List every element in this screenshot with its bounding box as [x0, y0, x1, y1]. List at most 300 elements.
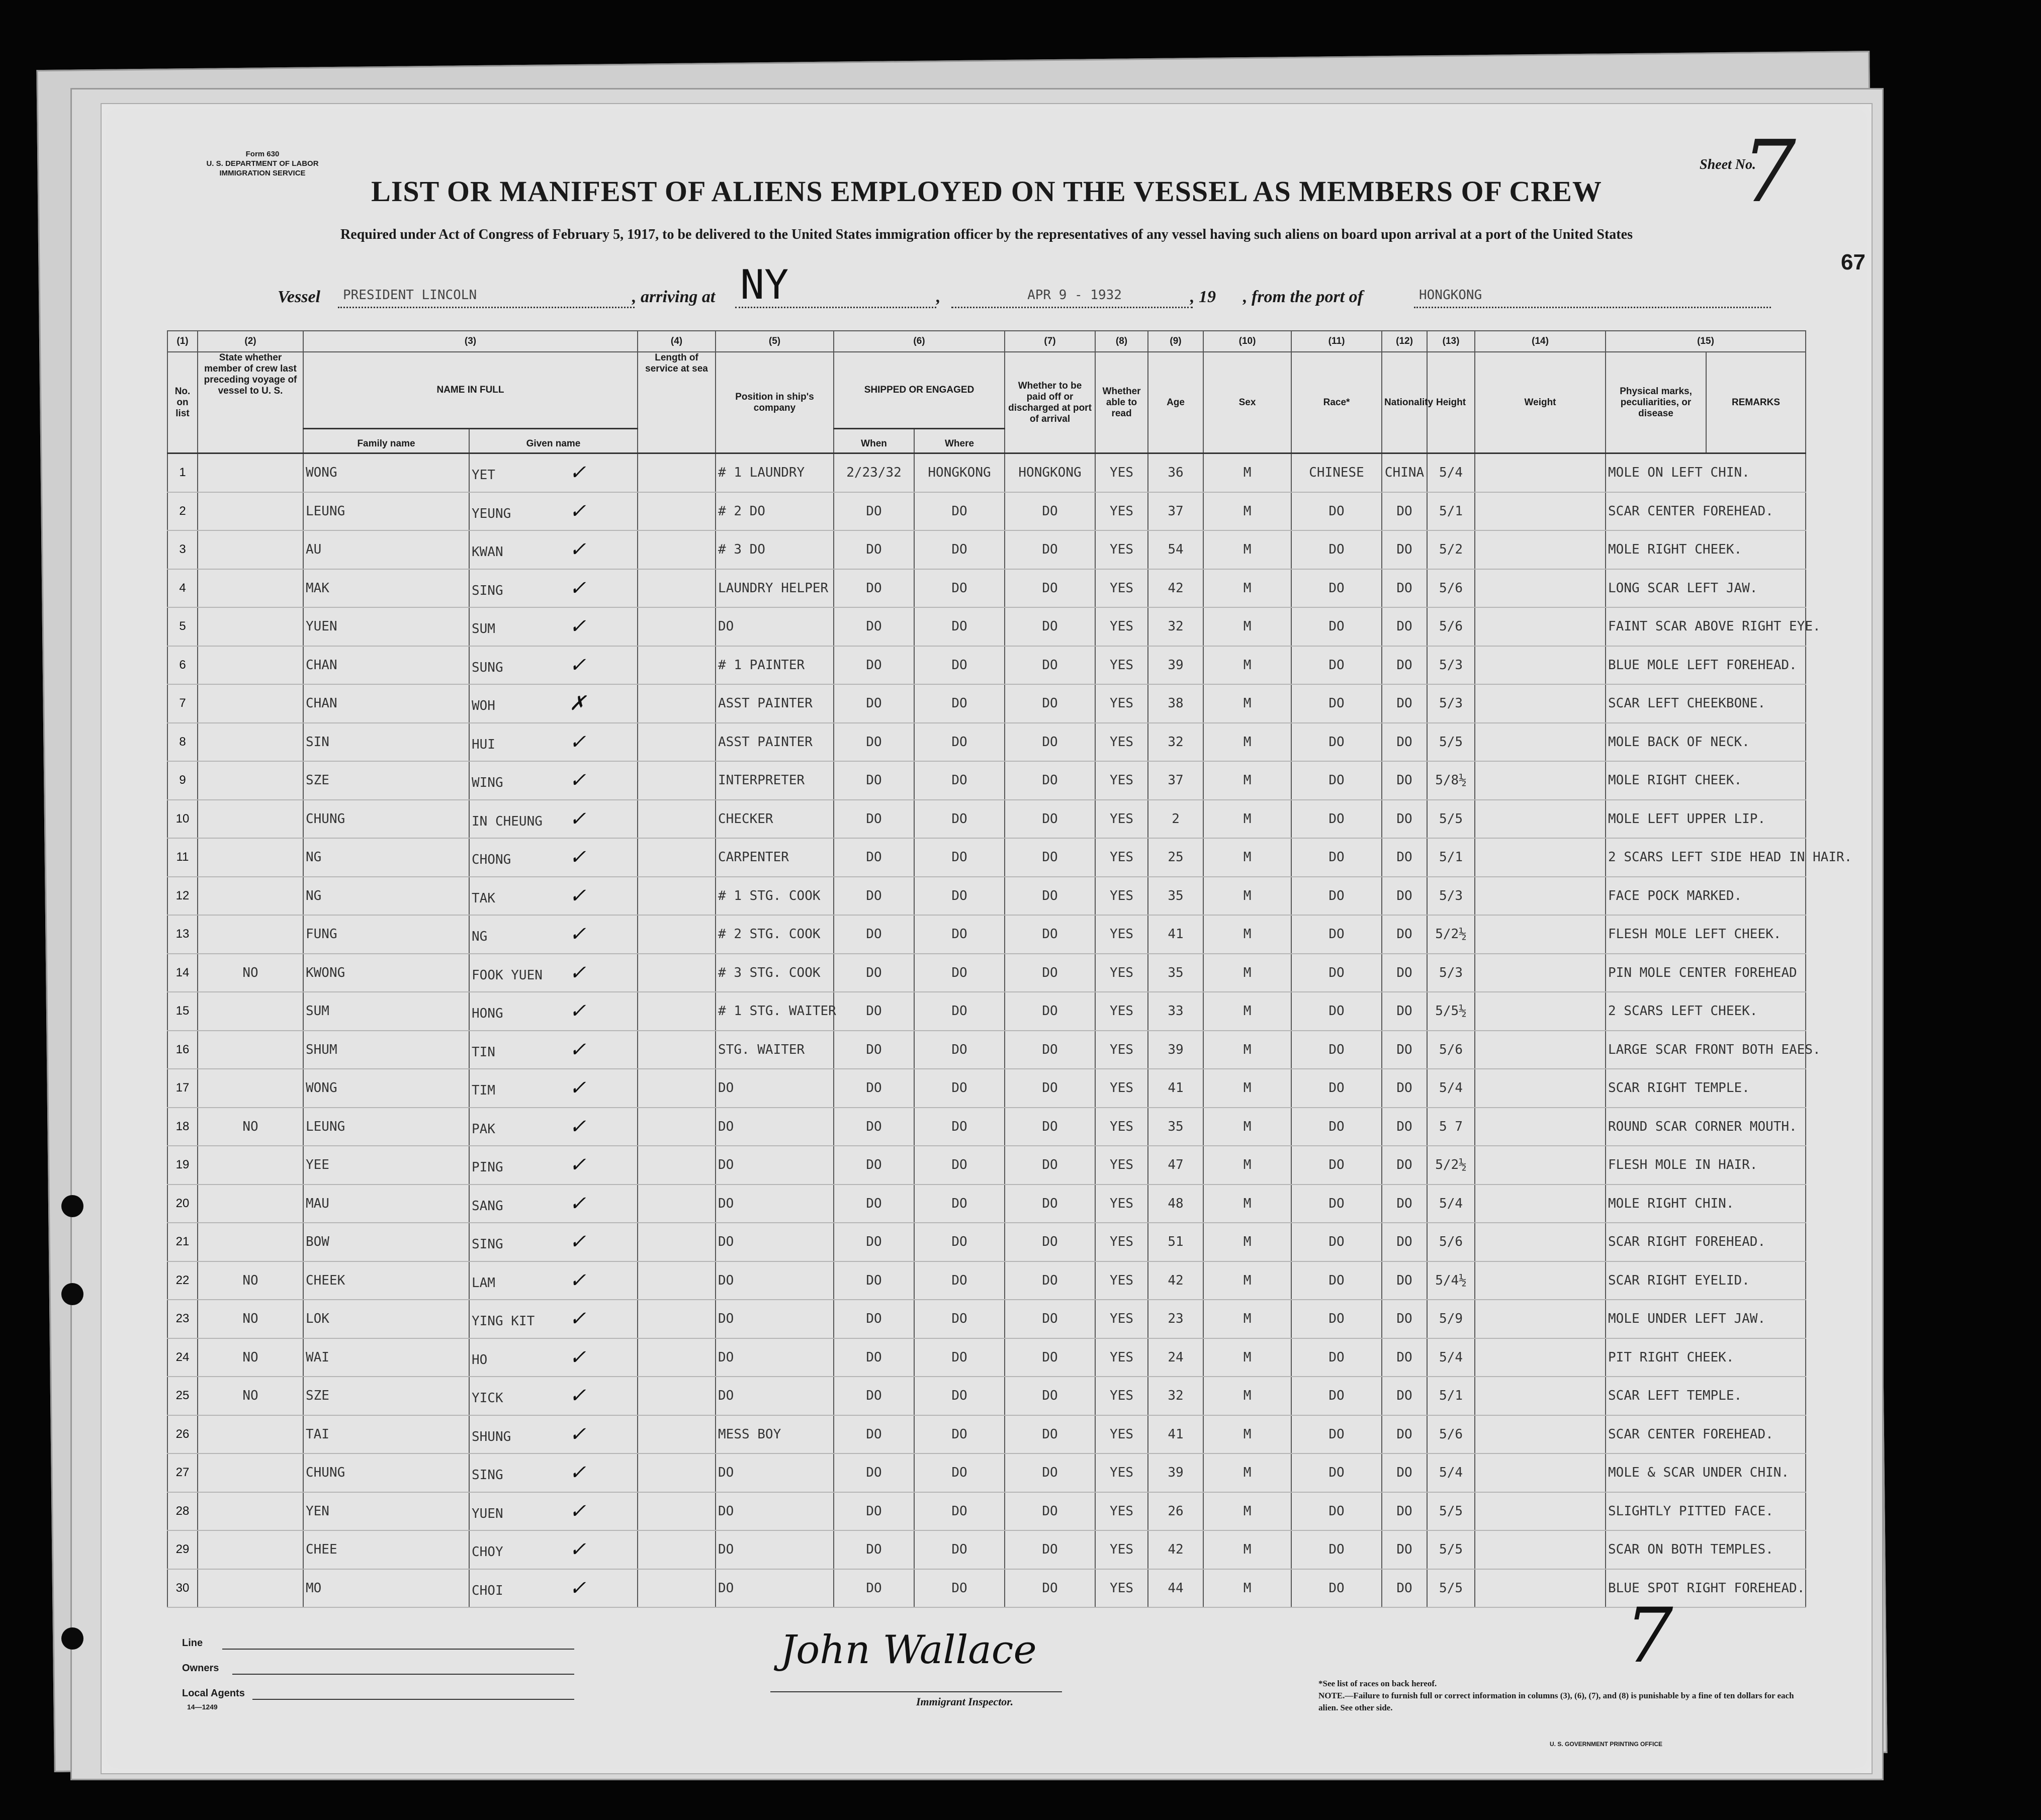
col-age: Age	[1148, 352, 1203, 453]
cell-where	[914, 1108, 1005, 1146]
marks-value: MOLE BACK OF NECK.	[1608, 734, 1750, 750]
nat-value: DO	[1396, 1004, 1412, 1019]
vessel-name: PRESIDENT LINCOLN	[338, 288, 635, 308]
age-value: 35	[1168, 1119, 1184, 1134]
age-value: 37	[1168, 773, 1184, 788]
cell-sex	[1203, 954, 1291, 992]
age-value: 39	[1168, 657, 1184, 673]
cell-height	[1427, 1492, 1475, 1531]
cell-marks	[1606, 1031, 1821, 1069]
cell-family	[303, 1069, 469, 1108]
cell-given	[469, 800, 638, 839]
cell-no	[167, 1031, 198, 1069]
form-id	[172, 149, 353, 178]
cell-age	[1148, 954, 1203, 992]
paid-value: DO	[1042, 734, 1058, 750]
cell-height	[1427, 877, 1475, 916]
where-value: DO	[951, 1004, 967, 1019]
cell-paid	[1005, 607, 1095, 646]
when-value: DO	[866, 1080, 882, 1096]
no-value: 24	[175, 1350, 190, 1364]
age-value: 26	[1168, 1503, 1184, 1519]
cell-read	[1095, 761, 1148, 800]
where-value: DO	[951, 965, 967, 980]
table-row	[167, 800, 1806, 839]
col-name: NAME IN FULL	[303, 352, 638, 429]
cell-when	[834, 723, 914, 762]
sex-value: M	[1243, 773, 1252, 788]
position-value: STG. WAITER	[718, 1042, 805, 1057]
cell-family	[303, 1300, 469, 1338]
cell-given	[469, 1338, 638, 1377]
race-value: DO	[1328, 773, 1345, 788]
cell-given	[469, 453, 638, 492]
sex-value: M	[1243, 1080, 1252, 1096]
cell-empty	[1475, 530, 1606, 569]
cell-state	[198, 1492, 303, 1531]
col-number: (3)	[303, 331, 638, 352]
when-value: DO	[866, 1503, 882, 1519]
cell-given	[469, 1377, 638, 1415]
cell-empty	[1475, 453, 1606, 492]
age-value: 42	[1168, 1272, 1184, 1288]
cell-where	[914, 492, 1005, 531]
cell-when	[834, 1069, 914, 1108]
cell-given	[469, 569, 638, 608]
height-value: 5/5	[1439, 1542, 1463, 1558]
no-value: 17	[175, 1081, 190, 1095]
cell-read	[1095, 1146, 1148, 1185]
table-row	[167, 992, 1806, 1031]
check-mark-icon: ✓	[569, 1153, 586, 1177]
cell-given	[469, 1069, 638, 1108]
position-value: INTERPRETER	[718, 773, 805, 788]
nat-value: DO	[1396, 965, 1412, 980]
no-value: 13	[175, 927, 190, 941]
cell-race	[1291, 1185, 1382, 1223]
cell-where	[914, 1530, 1005, 1569]
paid-value: DO	[1042, 773, 1058, 788]
given-value: YUEN	[472, 1506, 503, 1521]
cell-sex	[1203, 1453, 1291, 1492]
cell-read	[1095, 569, 1148, 608]
nat-value: DO	[1396, 773, 1412, 788]
table-row	[167, 1377, 1806, 1415]
cell-age	[1148, 1338, 1203, 1377]
cell-sex	[1203, 1031, 1291, 1069]
table-row	[167, 684, 1806, 723]
cell-height	[1427, 607, 1475, 646]
col-number: (4)	[638, 331, 716, 352]
cell-when	[834, 684, 914, 723]
cell-state	[198, 1453, 303, 1492]
cell-given	[469, 530, 638, 569]
table-row	[167, 838, 1806, 877]
cell-height	[1427, 492, 1475, 531]
family-value: SHUM	[306, 1042, 337, 1057]
nat-value: DO	[1396, 1349, 1412, 1365]
age-value: 38	[1168, 696, 1184, 711]
cell-state	[198, 530, 303, 569]
given-value: CHONG	[472, 852, 511, 868]
where-value: DO	[951, 850, 967, 865]
read-value: YES	[1110, 927, 1134, 942]
cell-age	[1148, 800, 1203, 839]
cell-race	[1291, 1108, 1382, 1146]
cell-marks	[1606, 1223, 1806, 1261]
cell-no	[167, 1569, 198, 1608]
cell-nat	[1382, 1146, 1427, 1185]
table-row	[167, 954, 1806, 992]
race-value: DO	[1328, 1388, 1345, 1404]
given-value: SING	[472, 583, 503, 598]
family-value: WONG	[306, 465, 337, 481]
read-value: YES	[1110, 1157, 1134, 1173]
cell-family	[303, 1185, 469, 1223]
height-value: 5/2½	[1435, 927, 1467, 942]
cell-marks	[1606, 684, 1806, 723]
cell-empty	[638, 453, 716, 492]
cell-age	[1148, 1146, 1203, 1185]
cell-age	[1148, 877, 1203, 916]
cell-family	[303, 1338, 469, 1377]
age-value: 32	[1168, 734, 1184, 750]
no-value: 21	[175, 1235, 190, 1249]
cell-paid	[1005, 723, 1095, 762]
position-value: DO	[718, 1503, 734, 1519]
cell-empty	[638, 1377, 716, 1415]
cell-paid	[1005, 1453, 1095, 1492]
cell-given	[469, 877, 638, 916]
table-row	[167, 723, 1806, 762]
cell-race	[1291, 1530, 1382, 1569]
check-mark-icon: ✓	[569, 769, 586, 792]
column-header-row	[167, 352, 1806, 429]
cell-no	[167, 569, 198, 608]
cell-where	[914, 1569, 1005, 1608]
race-value: DO	[1328, 1196, 1345, 1211]
height-value: 5/6	[1439, 1234, 1463, 1250]
position-value: DO	[718, 1580, 734, 1596]
cell-sex	[1203, 1185, 1291, 1223]
cell-empty	[1475, 915, 1606, 954]
age-value: 32	[1168, 619, 1184, 634]
cell-state	[198, 992, 303, 1031]
cell-family	[303, 530, 469, 569]
cell-no	[167, 1223, 198, 1261]
cell-state	[198, 1530, 303, 1569]
cell-nat	[1382, 1185, 1427, 1223]
race-value: DO	[1328, 657, 1345, 673]
race-value: DO	[1328, 696, 1345, 711]
cell-where	[914, 1377, 1005, 1415]
cell-no	[167, 1453, 198, 1492]
cell-where	[914, 1453, 1005, 1492]
sex-value: M	[1243, 1196, 1252, 1211]
race-value: DO	[1328, 619, 1345, 634]
check-mark-icon: ✓	[569, 1230, 586, 1254]
cell-family	[303, 492, 469, 531]
cell-read	[1095, 1569, 1148, 1608]
cell-age	[1148, 1223, 1203, 1261]
check-mark-icon: ✓	[569, 1038, 586, 1061]
no-value: 9	[179, 773, 186, 787]
check-mark-icon: ✓	[569, 653, 586, 677]
no-value: 25	[175, 1389, 190, 1403]
cell-nat	[1382, 569, 1427, 608]
where-value: DO	[951, 1503, 967, 1519]
family-value: YEN	[306, 1503, 329, 1519]
cell-nat	[1382, 800, 1427, 839]
cell-age	[1148, 1300, 1203, 1338]
cell-empty	[1475, 877, 1606, 916]
when-value: DO	[866, 503, 882, 519]
no-value: 18	[175, 1119, 190, 1133]
cell-age	[1148, 607, 1203, 646]
cell-where	[914, 607, 1005, 646]
where-value: DO	[951, 1119, 967, 1134]
cell-empty	[1475, 1338, 1606, 1377]
paid-value: DO	[1042, 1042, 1058, 1057]
position-value: DO	[718, 1196, 734, 1211]
sex-value: M	[1243, 503, 1252, 519]
no-value: 12	[175, 888, 190, 902]
cell-given	[469, 1108, 638, 1146]
check-mark-icon: ✓	[569, 1307, 586, 1331]
read-value: YES	[1110, 657, 1134, 673]
marks-value: LARGE SCAR FRONT BOTH EAES.	[1608, 1042, 1821, 1057]
cell-when	[834, 992, 914, 1031]
cell-paid	[1005, 1338, 1095, 1377]
paid-value: DO	[1042, 1004, 1058, 1019]
cell-where	[914, 646, 1005, 685]
cell-when	[834, 800, 914, 839]
where-value: DO	[951, 734, 967, 750]
cell-position	[716, 1069, 834, 1108]
cell-height	[1427, 1108, 1475, 1146]
table-row	[167, 1569, 1806, 1608]
marks-value: PIN MOLE CENTER FOREHEAD	[1608, 965, 1797, 980]
cell-race	[1291, 1453, 1382, 1492]
height-value: 5/4	[1439, 1465, 1463, 1481]
cell-race	[1291, 992, 1382, 1031]
cell-empty	[1475, 1031, 1606, 1069]
cell-race	[1291, 800, 1382, 839]
cell-given	[469, 607, 638, 646]
col-number: (6)	[834, 331, 1005, 352]
marks-value: SCAR RIGHT FOREHEAD.	[1608, 1234, 1766, 1250]
sex-value: M	[1243, 1042, 1252, 1057]
read-value: YES	[1110, 1465, 1134, 1481]
table-row	[167, 569, 1806, 608]
marks-value: FACE POCK MARKED.	[1608, 888, 1742, 903]
cell-height	[1427, 761, 1475, 800]
state-value: NO	[242, 1349, 258, 1365]
family-value: KWONG	[306, 965, 345, 980]
when-value: DO	[866, 1388, 882, 1404]
cell-where	[914, 1415, 1005, 1454]
cell-empty	[638, 1223, 716, 1261]
cell-position	[716, 1108, 834, 1146]
cell-where	[914, 1300, 1005, 1338]
form-reference: 14—1249	[187, 1703, 218, 1711]
cell-nat	[1382, 1338, 1427, 1377]
read-value: YES	[1110, 1119, 1134, 1134]
nat-value: DO	[1396, 888, 1412, 903]
cell-age	[1148, 1031, 1203, 1069]
table-row	[167, 1300, 1806, 1338]
when-value: DO	[866, 1311, 882, 1327]
position-value: DO	[718, 1080, 734, 1096]
family-value: MAU	[306, 1196, 329, 1211]
nat-value: DO	[1396, 542, 1412, 558]
given-value: WING	[472, 775, 503, 791]
check-mark-icon: ✓	[569, 1115, 586, 1138]
cell-marks	[1606, 607, 1821, 646]
cell-race	[1291, 1031, 1382, 1069]
position-value: DO	[718, 1349, 734, 1365]
nat-value: DO	[1396, 734, 1412, 750]
check-mark-icon: ✓	[569, 1076, 586, 1100]
col-number: (7)	[1005, 331, 1095, 352]
read-value: YES	[1110, 1542, 1134, 1558]
cell-height	[1427, 1530, 1475, 1569]
cell-race	[1291, 569, 1382, 608]
paid-value: DO	[1042, 1465, 1058, 1481]
cell-nat	[1382, 954, 1427, 992]
race-value: DO	[1328, 1580, 1345, 1596]
cell-read	[1095, 1300, 1148, 1338]
cell-where	[914, 992, 1005, 1031]
given-value: HUI	[472, 737, 495, 752]
where-value: DO	[951, 1465, 967, 1481]
where-value: HONGKONG	[928, 465, 991, 481]
family-value: WAI	[306, 1349, 329, 1365]
cell-empty	[638, 1338, 716, 1377]
table-row	[167, 761, 1806, 800]
cell-race	[1291, 1069, 1382, 1108]
read-value: YES	[1110, 1234, 1134, 1250]
height-value: 5/5	[1439, 734, 1463, 750]
voyage-line: Vessel PRESIDENT LINCOLN , arriving at NY , APR 9 - 1932 , 19 , from the port of HONGKONG	[177, 283, 1867, 318]
cell-marks	[1606, 569, 1806, 608]
cell-marks	[1606, 492, 1806, 531]
height-value: 5/4	[1439, 465, 1463, 481]
cell-read	[1095, 915, 1148, 954]
cell-position	[716, 1031, 834, 1069]
read-value: YES	[1110, 811, 1134, 827]
cell-empty	[1475, 723, 1606, 762]
cell-height	[1427, 646, 1475, 685]
cell-state	[198, 954, 303, 992]
given-value: SUM	[472, 621, 495, 637]
cell-position	[716, 530, 834, 569]
cell-paid	[1005, 954, 1095, 992]
paid-value: DO	[1042, 1311, 1058, 1327]
when-value: DO	[866, 696, 882, 711]
cell-race	[1291, 1377, 1382, 1415]
sex-value: M	[1243, 1542, 1252, 1558]
where-value: DO	[951, 1580, 967, 1596]
cell-race	[1291, 492, 1382, 531]
cell-read	[1095, 1031, 1148, 1069]
cell-nat	[1382, 607, 1427, 646]
cell-sex	[1203, 1569, 1291, 1608]
no-value: 3	[179, 542, 186, 557]
when-value: DO	[866, 965, 882, 980]
nat-value: DO	[1396, 696, 1412, 711]
cell-age	[1148, 1185, 1203, 1223]
cell-age	[1148, 1453, 1203, 1492]
cell-paid	[1005, 1223, 1095, 1261]
sex-value: M	[1243, 927, 1252, 942]
race-value: DO	[1328, 1503, 1345, 1519]
table-row	[167, 915, 1806, 954]
table-row	[167, 1415, 1806, 1454]
age-value: 51	[1168, 1234, 1184, 1250]
family-value: AU	[306, 542, 322, 558]
height-value: 5 7	[1439, 1119, 1463, 1134]
cell-state	[198, 646, 303, 685]
cell-marks	[1606, 1453, 1806, 1492]
col-no: No. on list	[167, 352, 198, 453]
nat-value: DO	[1396, 1542, 1412, 1558]
cell-family	[303, 1031, 469, 1069]
cell-race	[1291, 954, 1382, 992]
cell-race	[1291, 723, 1382, 762]
page-subtitle: Required under Act of Congress of February 5, 1917, to be delivered to the United States immigration officer by the representatives of any vessel having such aliens on board upon arrival at a port of the United States	[340, 227, 1633, 242]
cell-nat	[1382, 1223, 1427, 1261]
cell-state	[198, 1415, 303, 1454]
state-value: NO	[242, 1272, 258, 1288]
when-value: DO	[866, 1272, 882, 1288]
when-value: DO	[866, 1119, 882, 1134]
cell-empty	[638, 800, 716, 839]
cell-paid	[1005, 1492, 1095, 1531]
height-value: 5/6	[1439, 580, 1463, 596]
age-value: 2	[1172, 811, 1180, 827]
cell-family	[303, 800, 469, 839]
cell-paid	[1005, 992, 1095, 1031]
check-mark-icon: ✓	[569, 884, 586, 907]
cell-paid	[1005, 838, 1095, 877]
cell-paid	[1005, 492, 1095, 531]
col-when: When	[834, 429, 914, 453]
cell-empty	[638, 607, 716, 646]
read-value: YES	[1110, 1004, 1134, 1019]
check-mark-icon: ✓	[569, 846, 586, 869]
cell-given	[469, 915, 638, 954]
cell-empty	[1475, 1415, 1606, 1454]
cell-race	[1291, 684, 1382, 723]
cell-nat	[1382, 530, 1427, 569]
cell-empty	[638, 1069, 716, 1108]
marks-value: MOLE UNDER LEFT JAW.	[1608, 1311, 1766, 1327]
family-value: BOW	[306, 1234, 329, 1250]
cell-state	[198, 492, 303, 531]
read-value: YES	[1110, 888, 1134, 903]
cell-no	[167, 800, 198, 839]
cell-read	[1095, 1415, 1148, 1454]
signature-line	[770, 1690, 1062, 1692]
sex-value: M	[1243, 850, 1252, 865]
when-value: DO	[866, 1465, 882, 1481]
cell-empty	[638, 530, 716, 569]
cell-no	[167, 1530, 198, 1569]
cell-position	[716, 1300, 834, 1338]
read-value: YES	[1110, 1349, 1134, 1365]
no-value: 29	[175, 1542, 190, 1557]
